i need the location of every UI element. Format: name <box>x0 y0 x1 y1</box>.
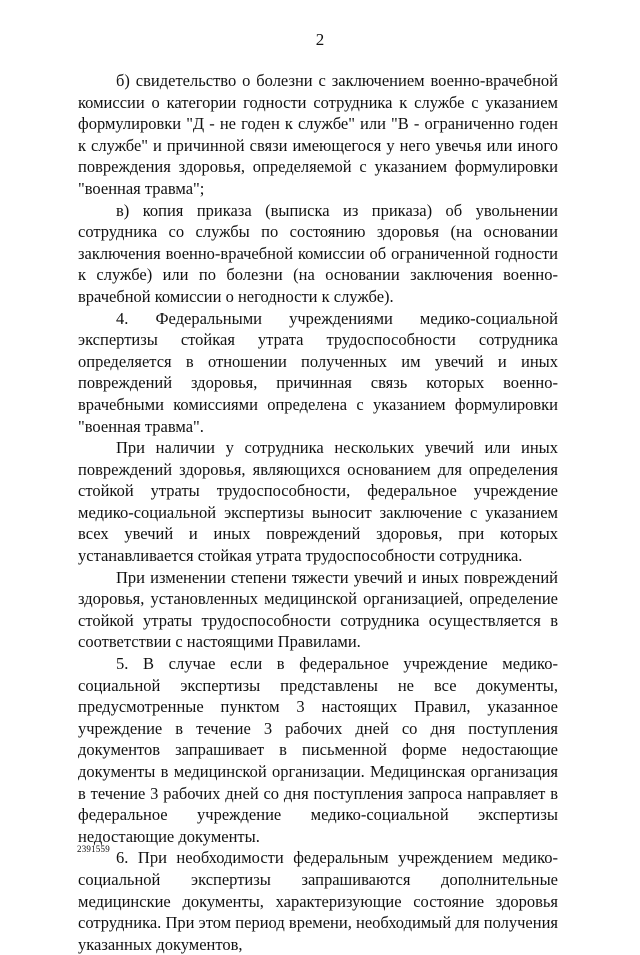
paragraph-5-missing-documents: 5. В случае если в федеральное учреждение медико-социальной экспертизы представлены не все документы, предусмотренные пунктом 3 настоящих Правил, указанное учреждение в течение 3 рабочих дней со дня поступления документов запрашивает в письменной форме недостающие документы в медицинской организации. Медицинская организация в течение 3 рабочих дней со дня поступления запроса направляет в федеральное учреждение медико-социальной экспертизы недостающие документы. <box>78 654 558 846</box>
paragraph-4-disability-determination: 4. Федеральными учреждениями медико-социальной экспертизы стойкая утрата трудоспособности сотрудника определяется в отношении полученных им увечий и иных повреждений здоровья, причинная связь которых военно-врачебными комиссиями определена с указанием формулировки "военная травма". <box>78 308 558 436</box>
paragraph-v-dismissal-order-copy: в) копия приказа (выписка из приказа) об увольнении сотрудника со службы по состоянию здоровья (на основании заключения военно-врачебной комиссии об ограниченной годности к службе) или по болезни (на основании заключения военно-врачебной комиссии о негодности к службе). <box>78 200 558 306</box>
document-body <box>78 70 558 955</box>
paragraph-6-additional-documents: 6. При необходимости федеральным учреждением медико-социальной экспертизы запрашиваются дополнительные медицинские документы, характеризующие состояние здоровья сотрудника. При этом период времени, необходимый для получения указанных документов, <box>78 848 558 954</box>
paragraph-b-illness-certificate: б) свидетельство о болезни с заключением военно-врачебной комиссии о категории годности сотрудника к службе с указанием формулировки "Д - не годен к службе" или "В - ограниченно годен к службе" и причинной связи имеющегося у него увечья или иного повреждения здоровья, определяемой с указанием формулировки "военная травма"; <box>78 71 558 198</box>
paragraph-severity-change: При изменении степени тяжести увечий и иных повреждений здоровья, установленных медицинской организацией, определение стойкой утраты трудоспособности сотрудника осуществляется в соответствии с настоящими Правилами. <box>78 567 558 652</box>
paragraph-multiple-injuries: При наличии у сотрудника нескольких увечий или иных повреждений здоровья, являющихся основанием для определения стойкой утраты трудоспособности, федеральное учреждение медико-социальной экспертизы выносит заключение с указанием всех увечий и иных повреждений здоровья, при которых устанавливается стойкая утрата трудоспособности сотрудника. <box>78 438 558 566</box>
document-code: 2391559 <box>77 844 110 854</box>
page-number: 2 <box>315 30 325 49</box>
